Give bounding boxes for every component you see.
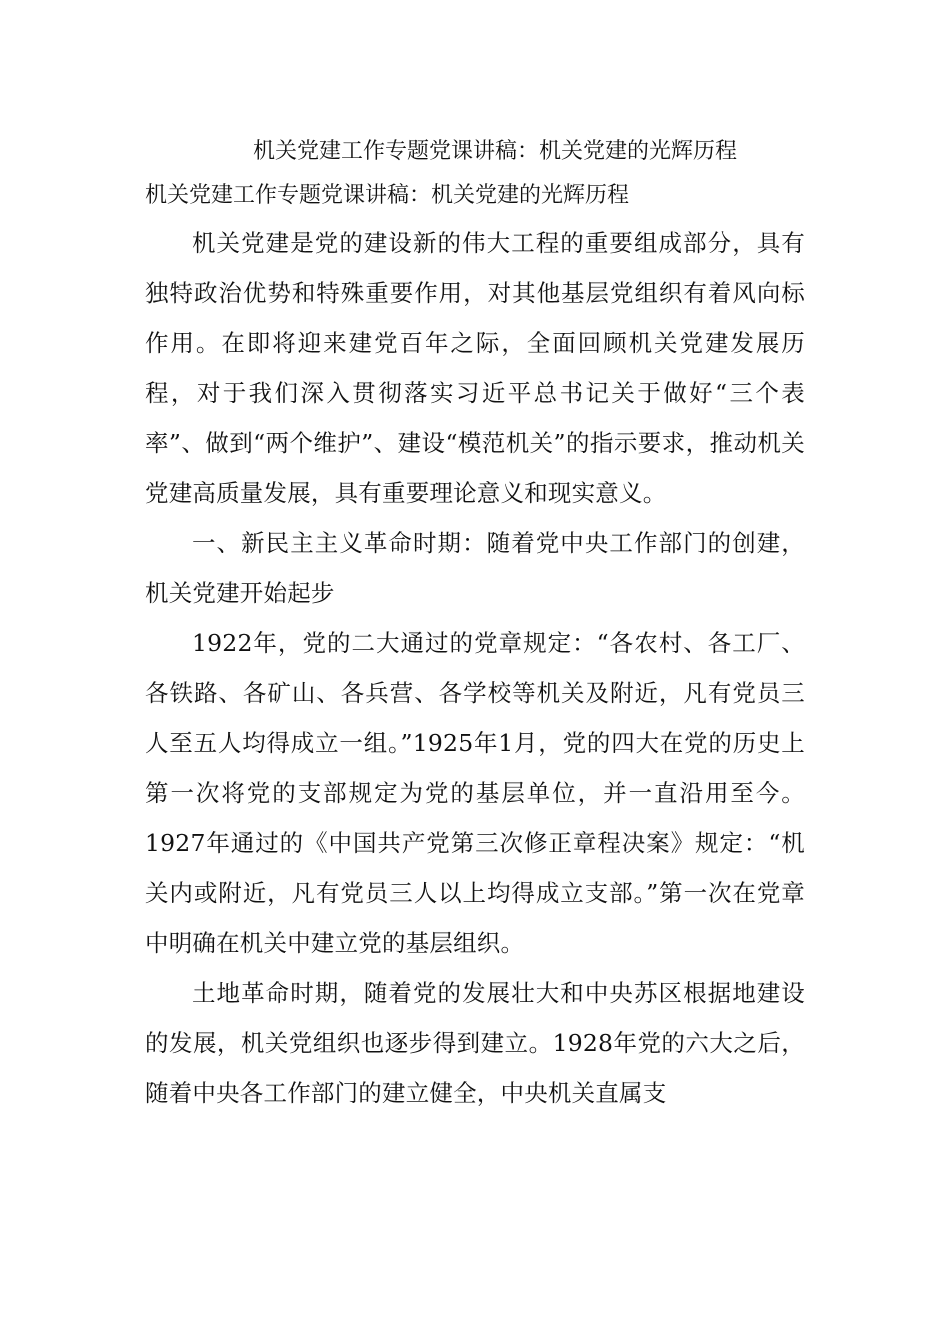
- paragraph-1922: 1922年，党的二大通过的党章规定：“各农村、各工厂、各铁路、各矿山、各兵营、各学校等机关及附近，凡有党员三人至五人均得成立一组。”1925年1月，党的四大在党的历史上第一次将党的支部规定为党的基层单位，并一直沿用至今。1927年通过的《中国共产党第三次修正章程决案》规定：“机关内或附近，凡有党员三人以上均得成立支部。”第一次在党章中明确在机关中建立党的基层组织。: [145, 629, 805, 957]
- document-title: 机关党建工作专题党课讲稿：机关党建的光辉历程: [145, 183, 630, 208]
- paragraph-land-revolution: 土地革命时期，随着党的发展壮大和中央苏区根据地建设的发展，机关党组织也逐步得到建立。1928年党的六大之后，随着中央各工作部门的建立健全，中央机关直属支: [145, 979, 805, 1107]
- document-title-centered: 机关党建工作专题党课讲稿：机关党建的光辉历程: [252, 139, 737, 164]
- section-heading-1: 一、新民主主义革命时期：随着党中央工作部门的创建，机关党建开始起步: [145, 529, 805, 607]
- document-body: [145, 130, 805, 1118]
- paragraph-intro: 机关党建是党的建设新的伟大工程的重要组成部分，具有独特政治优势和特殊重要作用，对其他基层党组织有着风向标作用。在即将迎来建党百年之际，全面回顾机关党建发展历程，对于我们深入贯彻落实习近平总书记关于做好“三个表率”、做到“两个维护”、建设“模范机关”的指示要求，推动机关党建高质量发展，具有重要理论意义和现实意义。: [145, 229, 805, 507]
